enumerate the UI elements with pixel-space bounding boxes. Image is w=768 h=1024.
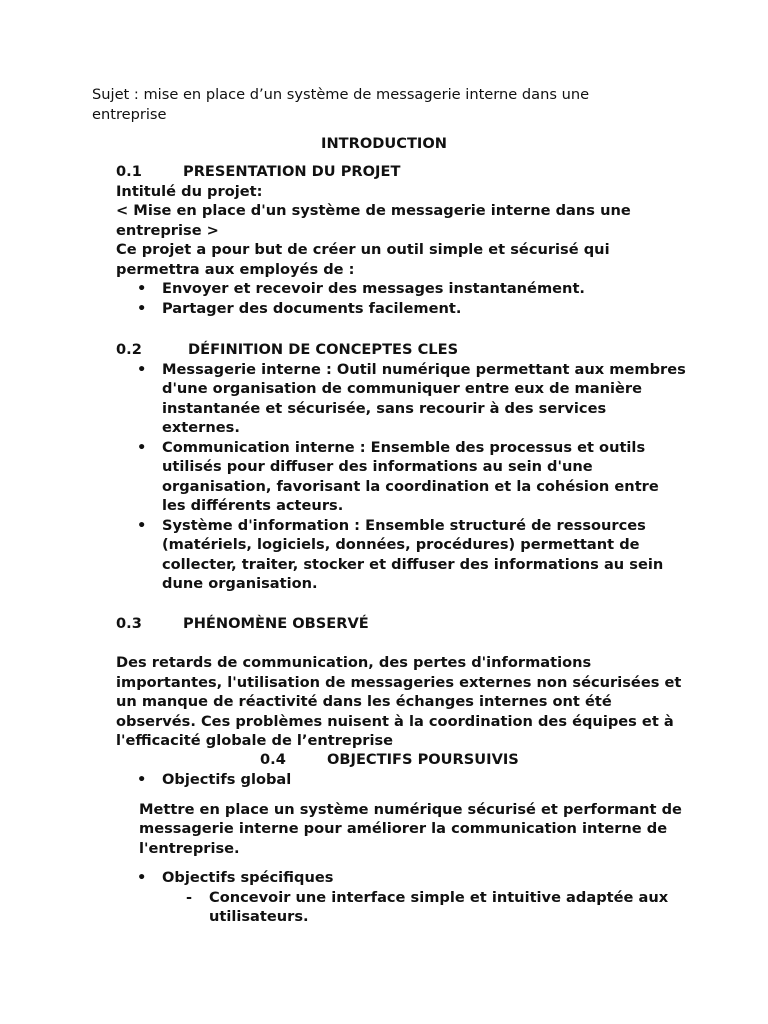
section-number: 0.2: [116, 341, 142, 358]
dash-icon: -: [186, 888, 193, 906]
list-item-text: Partager des documents facilement.: [162, 299, 462, 317]
bullet-icon: •: [137, 360, 147, 378]
introduction-title: INTRODUCTION: [321, 135, 447, 152]
objective-global-label: Objectifs global: [162, 771, 292, 788]
project-label: Intitulé du projet:: [116, 182, 263, 200]
specific-items-list: [116, 888, 686, 927]
presentation-bullet-list: [116, 279, 686, 318]
section-objectives: [116, 770, 686, 927]
section-number: 0.1: [116, 163, 142, 180]
objective-global-text: Mettre en place un système numérique sécurisé et performant de messagerie interne pour améliorer la communication interne de l'entreprise.: [139, 800, 682, 857]
list-item: [116, 299, 686, 319]
section-heading-0-3: [116, 614, 686, 634]
section-definitions: [116, 340, 686, 594]
objective-specific-list: [116, 868, 686, 888]
list-item-text: Système d'information : Ensemble structuré de ressources (matériels, logiciels, données, procédures) permettant de collecter, traiter, stocker et diffuser des informations au sein dune organisation.: [162, 516, 664, 592]
section-number: 0.3: [116, 615, 142, 632]
list-item-text: Envoyer et recevoir des messages instantanément.: [162, 280, 585, 297]
bullet-icon: •: [137, 438, 147, 456]
project-title: < Mise en place d'un système de messagerie interne dans une entreprise >: [116, 202, 631, 239]
objective-global-list: [116, 770, 686, 790]
bullet-icon: •: [137, 299, 147, 317]
bullet-icon: •: [137, 771, 147, 788]
list-item-text: Messagerie interne : Outil numérique permettant aux membres d'une organisation de communiquer entre eux de manière instantanée et sécurisée, sans recourir à des services externes.: [162, 360, 686, 436]
bullet-icon: •: [137, 280, 147, 297]
list-item: [116, 516, 686, 594]
section-presentation: [116, 162, 686, 318]
subject-line: Sujet : mise en place d’un système de messagerie interne dans une entreprise: [92, 86, 590, 123]
phenomenon-paragraph: Des retards de communication, des pertes d'informations importantes, l'utilisation de messageries externes non sécurisées et un manque de réactivité dans les échanges internes ont été observés. Ces problèmes nuisent à la coordination des équipes et à l'efficacité globale de l’entreprise: [116, 654, 682, 749]
section-number: 0.4: [260, 751, 286, 768]
section-heading-0-2: [116, 340, 686, 360]
project-description: Ce projet a pour but de créer un outil simple et sécurisé qui permettra aux employés de :: [116, 241, 610, 278]
list-item: [116, 360, 686, 438]
list-item: [116, 279, 686, 299]
definitions-bullet-list: [116, 360, 686, 594]
section-phenomenon: [116, 614, 686, 751]
bullet-icon: •: [137, 869, 147, 886]
section-title: OBJECTIFS POURSUIVIS: [327, 751, 519, 768]
list-item: [116, 770, 686, 790]
list-item-text: Concevoir une interface simple et intuitive adaptée aux utilisateurs.: [209, 888, 669, 925]
objective-specific-label: Objectifs spécifiques: [162, 869, 334, 886]
list-item: [116, 438, 686, 516]
section-title: DÉFINITION DE CONCEPTES CLES: [188, 341, 459, 358]
section-title: PHÉNOMÈNE OBSERVÉ: [183, 615, 369, 632]
section-heading-0-4: [260, 750, 519, 770]
list-item: [116, 888, 686, 927]
bullet-icon: •: [137, 516, 147, 534]
section-heading-0-1: [116, 162, 686, 182]
section-title: PRESENTATION DU PROJET: [183, 163, 401, 180]
list-item-text: Communication interne : Ensemble des processus et outils utilisés pour diffuser des informations au sein d'une organisation, favorisant la coordination et la cohésion entre les différents acteurs.: [162, 438, 659, 514]
list-item: [116, 868, 686, 888]
